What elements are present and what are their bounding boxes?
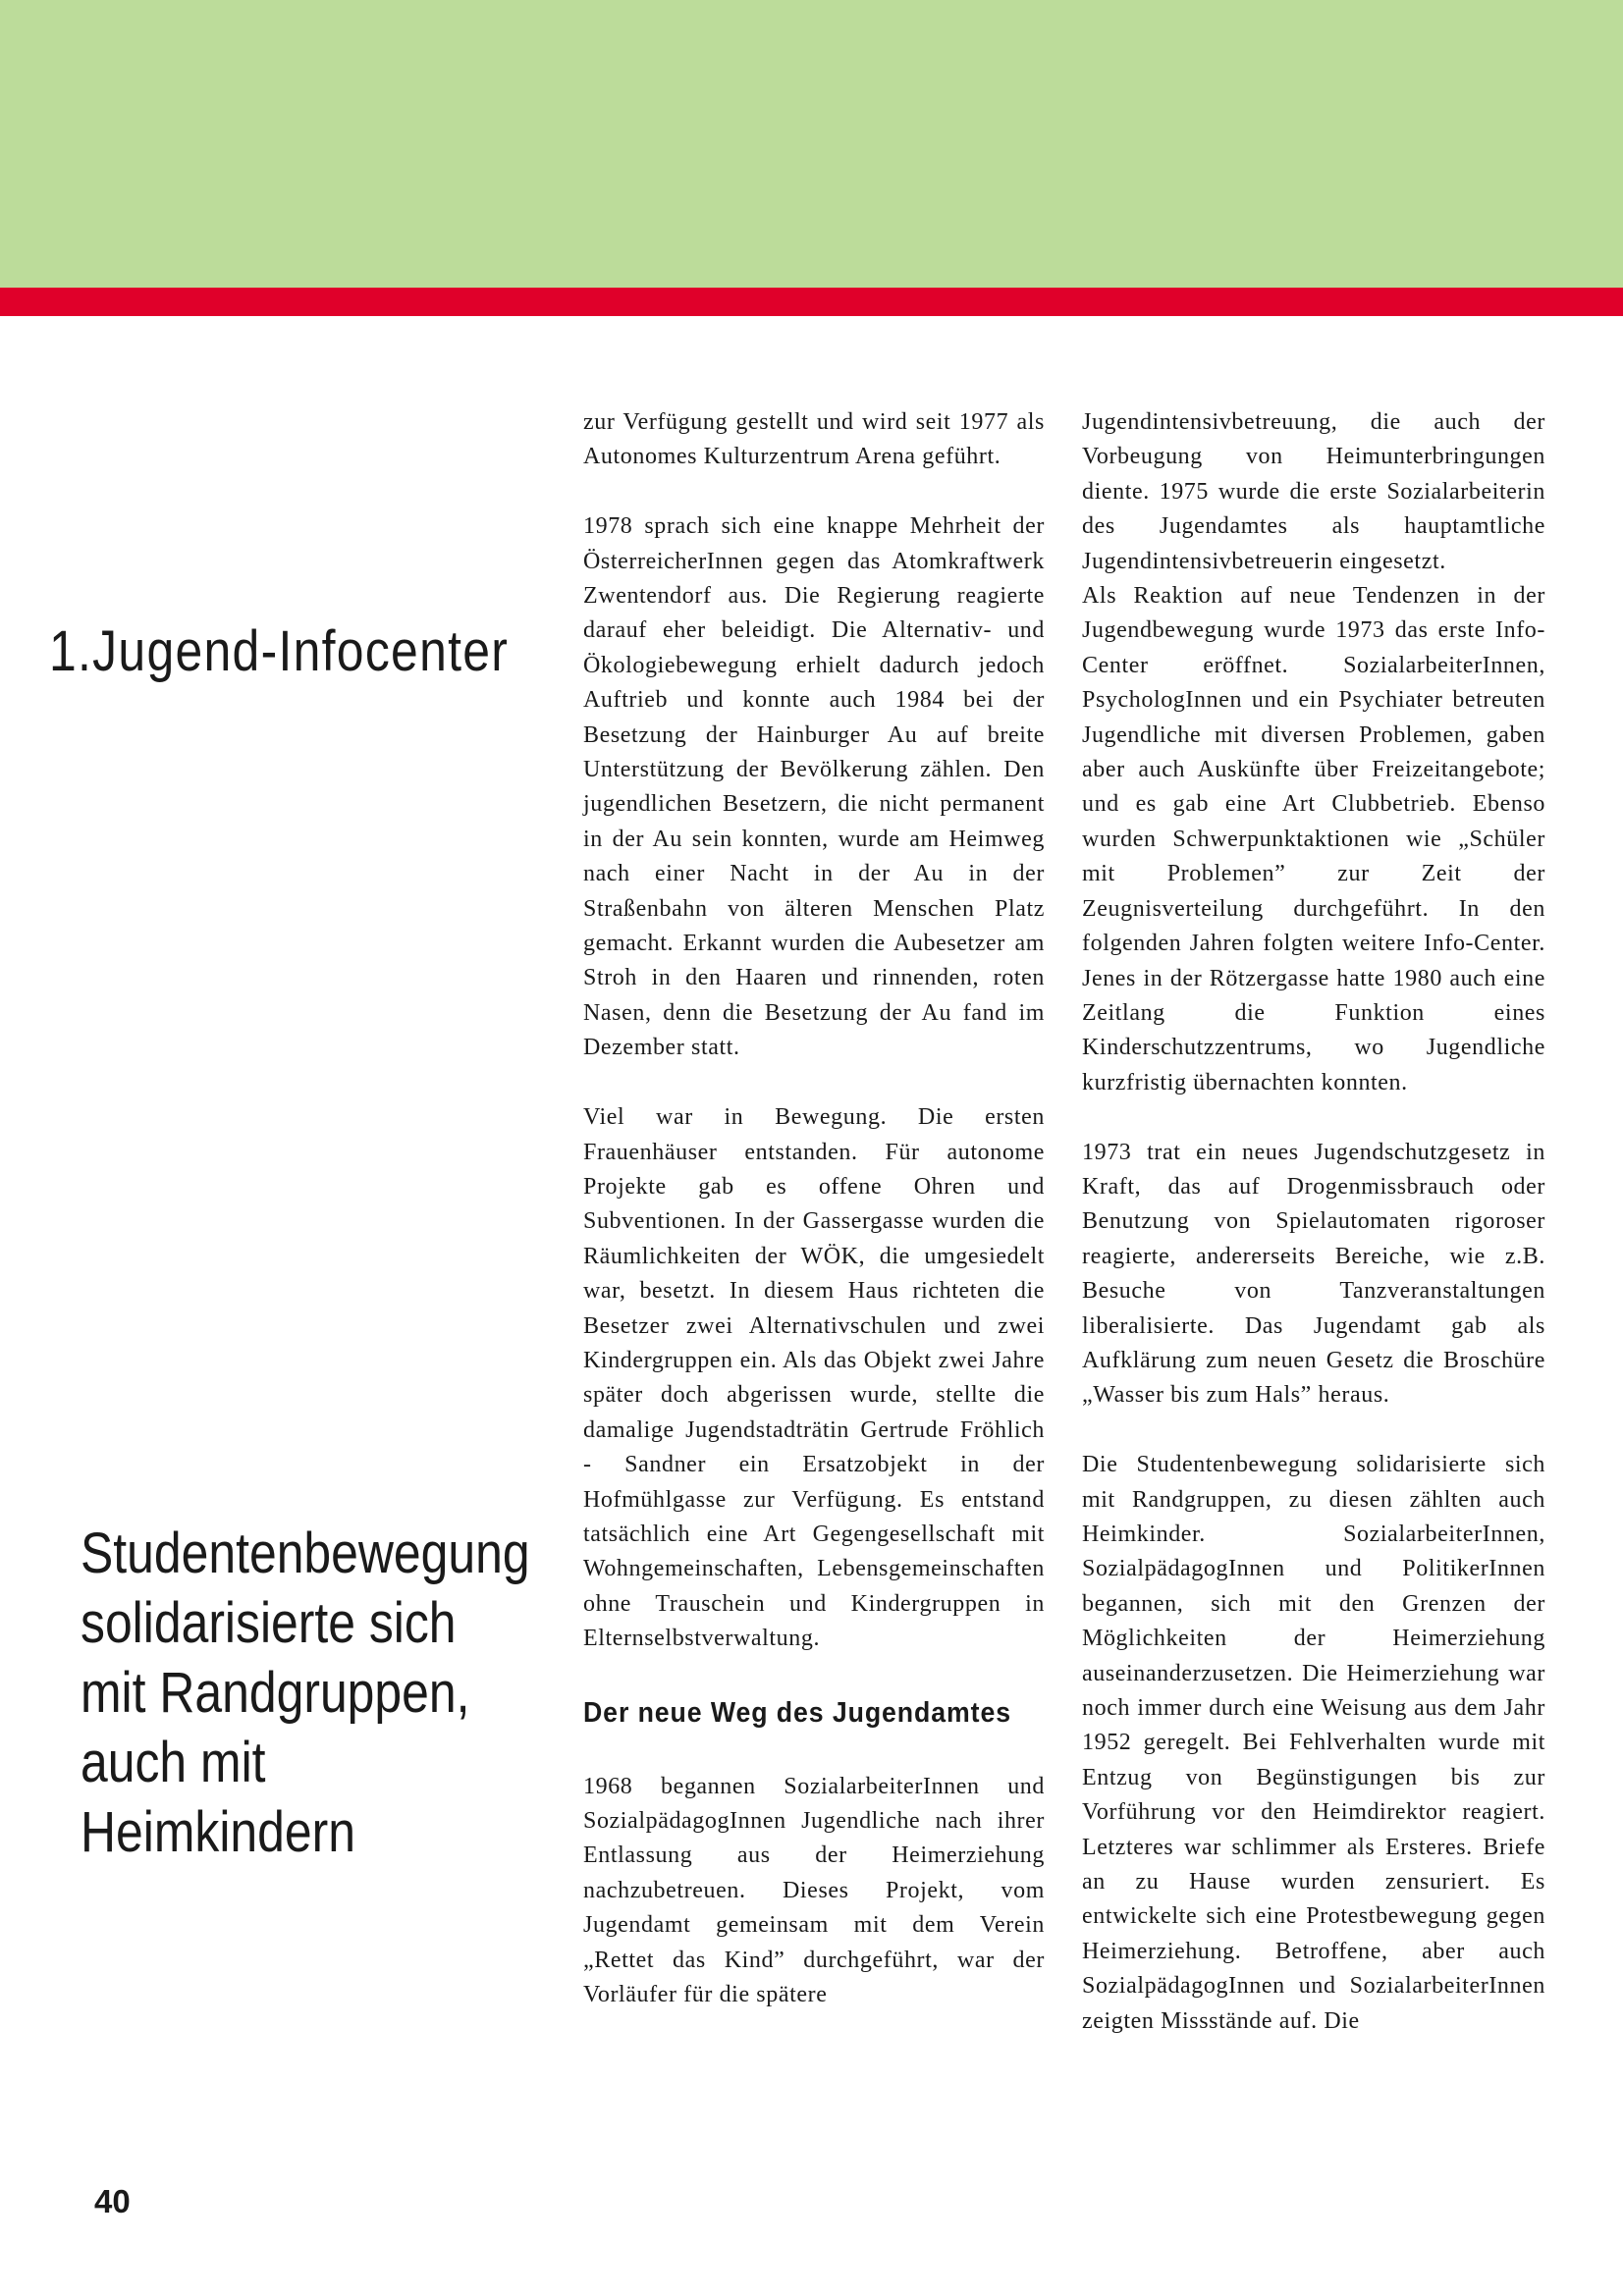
pull-quote-line: Studentenbewegung: [81, 1522, 530, 1585]
body-paragraph: zur Verfügung gestellt und wird seit 1977 als Autonomes Kulturzentrum Arena geführt.: [583, 409, 1045, 470]
body-paragraph: Jugendintensivbetreuung, die auch der Vorbeugung von Heimunterbringungen diente. 1975 wurde die erste Sozialarbeiterin des Jugendamtes als hauptamtliche Jugendintensivbetreuerin eingesetzt.: [1082, 409, 1545, 574]
body-paragraph: Viel war in Bewegung. Die ersten Frauenhäuser entstanden. Für autonome Projekte gab es offene Ohren und Subventionen. In der Gassergasse wurden die Räumlichkeiten der WÖK, die umgesiedelt war, besetzt. In diesem Haus richteten die Besetzer zwei Alternativschulen und zwei Kindergruppen ein. Als das Objekt zwei Jahre später doch abgerissen wurde, stellte die damalige Jugendstadträtin Gertrude Fröhlich - Sandner ein Ersatzobjekt in der Hofmühlgasse zur Verfügung. Es entstand tatsächlich eine Art Gegengesellschaft mit Wohngemeinschaften, Lebensgemeinschaften ohne Trauschein und Kindergruppen in Elternselbstverwaltung.: [583, 1104, 1045, 1652]
body-paragraph: 1968 begannen SozialarbeiterInnen und SozialpädagogInnen Jugendliche nach ihrer Entlassung aus der Heimerziehung nachzubetreuen. Dieses Projekt, vom Jugendamt gemeinsam mit dem Verein „Rettet das Kind” durchgeführt, war der Vorläufer für die spätere: [583, 1773, 1045, 2008]
right-column: [1082, 405, 1545, 2039]
header-band: [0, 0, 1623, 288]
pull-quote-line: Heimkindern: [81, 1800, 355, 1864]
pull-quote-line: solidarisierte sich: [81, 1591, 457, 1655]
pull-quote-line: auch mit: [81, 1731, 266, 1794]
body-paragraph: Als Reaktion auf neue Tendenzen in der Jugendbewegung wurde 1973 das erste Info-Center eröffnet. SozialarbeiterInnen, PsychologInnen und ein Psychiater betreuten Jugendliche mit diversen Problemen, gaben aber auch Auskünfte über Freizeitangebote; und es gab eine Art Clubbetrieb. Ebenso wurden Schwerpunktaktionen wie „Schüler mit Problemen” zur Zeit der Zeugnisverteilung durchgeführt. In den folgenden Jahren folgten weitere Info-Center. Jenes in der Rötzergasse hatte 1980 auch eine Zeitlang die Funktion eines Kinderschutzzentrums, wo Jugendliche kurzfristig übernachten konnten.: [1082, 583, 1545, 1095]
middle-column: [583, 405, 1045, 2012]
pull-quote: [81, 1519, 536, 1867]
pull-quote-line: mit Randgruppen,: [81, 1661, 470, 1725]
section-heading: Der neue Weg des Jugendamtes: [583, 1696, 1011, 1729]
page-number: 40: [94, 2183, 131, 2219]
body-paragraph: 1978 sprach sich eine knappe Mehrheit der ÖsterreicherInnen gegen das Atomkraftwerk Zwentendorf aus. Die Regierung reagierte darauf eher beleidigt. Die Alternativ- und Ökologiebewegung erhielt dadurch jedoch Auftrieb und konnte auch 1984 bei der Besetzung der Hainburger Au auf breite Unterstützung der Bevölkerung zählen. Den jugendlichen Besetzern, die nicht permanent in der Au sein konnten, wurde am Heimweg nach einer Nacht in der Au in der Straßenbahn von älteren Menschen Platz gemacht. Erkannt wurden die Aubesetzer am Stroh in den Haaren und rinnenden, roten Nasen, denn die Besetzung der Au fand im Dezember statt.: [583, 513, 1045, 1061]
accent-stripe: [0, 288, 1623, 316]
body-paragraph: 1973 trat ein neues Jugendschutzgesetz in Kraft, das auf Drogenmissbrauch oder Benutzung von Spielautomaten rigoroser reagierte, andererseits Bereiche, wie z.B. Besuche von Tanzveranstaltungen liberalisierte. Das Jugendamt gab als Aufklärung zum neuen Gesetz die Broschüre „Wasser bis zum Hals” heraus.: [1082, 1139, 1545, 1409]
chapter-title: 1.Jugend-Infocenter: [49, 619, 510, 683]
body-paragraph: Die Studentenbewegung solidarisierte sich mit Randgruppen, zu diesen zählten auch Heimkinder. SozialarbeiterInnen, SozialpädagogInnen und PolitikerInnen begannen, sich mit den Grenzen der Möglichkeiten der Heimerziehung auseinanderzusetzen. Die Heimerziehung war noch immer durch eine Weisung aus dem Jahr 1952 geregelt. Bei Fehlverhalten wurde mit Entzug von Begünstigungen bis zur Vorführung vor den Heimdirektor reagiert. Letzteres war schlimmer als Ersteres. Briefe an zu Hause wurden zensuriert. Es entwickelte sich eine Protestbewegung gegen Heimerziehung. Betroffene, aber auch SozialpädagogInnen und SozialarbeiterInnen zeigten Missstände auf. Die: [1082, 1452, 1545, 2034]
